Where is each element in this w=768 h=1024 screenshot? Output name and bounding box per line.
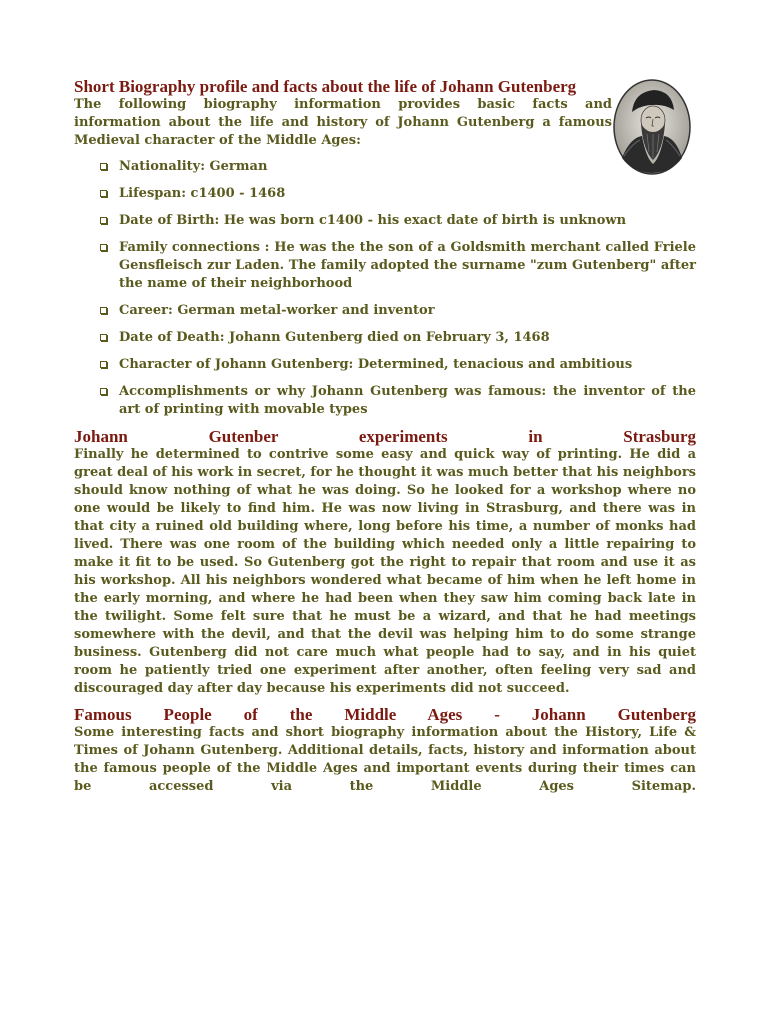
fact-text: Date of Death: Johann Gutenberg died on February 3, 1468 [119, 330, 550, 345]
intro-paragraph: The following biography information provides basic facts and information about the life and history of Johann Gutenberg a famous Medieval character of the Middle Ages: [74, 97, 612, 148]
list-item [100, 212, 696, 230]
fact-text: Date of Birth: He was born c1400 - his exact date of birth is unknown [119, 213, 627, 228]
facts-list [74, 158, 696, 419]
page-title: Short Biography profile and facts about the life of Johann Gutenberg [74, 77, 577, 96]
fact-text: Nationality: German [119, 159, 268, 174]
list-item [100, 239, 696, 293]
fact-text: Career: German metal-worker and inventor [119, 303, 435, 318]
document-content [74, 77, 696, 796]
list-item [100, 158, 696, 176]
fact-text: Accomplishments or why Johann Gutenberg was famous: the inventor of the art of printing with movable types [119, 384, 696, 417]
fact-text: Character of Johann Gutenberg: Determined, tenacious and ambitious [119, 357, 633, 372]
section-heading-famous-people: Famous People of the Middle Ages - Johann Gutenberg [74, 705, 696, 724]
bullet-icon [100, 217, 107, 224]
fact-text: Lifespan: c1400 - 1468 [119, 186, 286, 201]
bullet-icon [100, 361, 107, 368]
section-heading-experiments: Johann Gutenber experiments in Strasburg [74, 427, 696, 446]
list-item [100, 329, 696, 347]
bullet-icon [100, 334, 107, 341]
bullet-icon [100, 244, 107, 251]
section-body-famous-people: Some interesting facts and short biography information about the History, Life & Times of Johann Gutenberg. Additional details, facts, history and information about the famous people of the Middle Ages and important events during their times can be accessed via the Middle Ages Sitemap. [74, 725, 696, 794]
fact-text: Family connections : He was the the son of a Goldsmith merchant called Friele Gensfleisch zur Laden. The family adopted the surname "zum Gutenberg" after the name of their neighborhood [119, 240, 696, 291]
list-item [100, 302, 696, 320]
list-item [100, 356, 696, 374]
list-item [100, 383, 696, 419]
section-body-experiments: Finally he determined to contrive some easy and quick way of printing. He did a great deal of his work in secret, for he thought it was much better that his neighbors should know nothing of what he was doing. So he looked for a workshop where no one would be likely to find him. He was now living in Strasburg, and there was in that city a ruined old building where, long before his time, a number of monks had lived. There was one room of the building which needed only a little repairing to make it fit to be used. So Gutenberg got the right to repair that room and use it as his workshop. All his neighbors wondered what became of him when he left home in the early morning, and where he had been when they saw him coming back late in the twilight. Some felt sure that he must be a wizard, and that he had meetings somewhere with the devil, and that the devil was helping him to do some strange business. Gutenberg did not care much what people had to say, and in his quiet room he patiently tried one experiment after another, often feeling very sad and discouraged day after day because his experiments did not succeed. [74, 447, 696, 696]
bullet-icon [100, 163, 107, 170]
bullet-icon [100, 307, 107, 314]
bullet-icon [100, 190, 107, 197]
bullet-icon [100, 388, 107, 395]
list-item [100, 185, 696, 203]
